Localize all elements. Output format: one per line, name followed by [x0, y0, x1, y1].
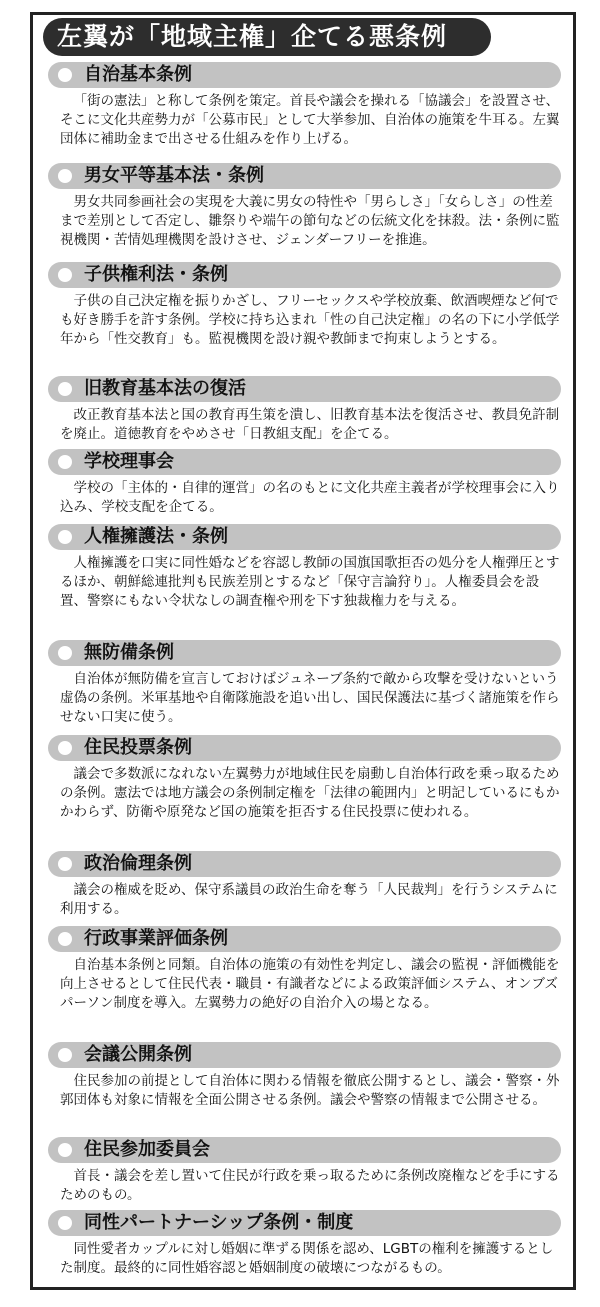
bullet-dot-icon	[58, 455, 72, 469]
bullet-dot-icon	[58, 68, 72, 82]
section	[33, 735, 573, 822]
bullet-dot-icon	[58, 382, 72, 396]
section	[33, 640, 573, 727]
section-body: 住民参加の前提として自治体に関わる情報を徹底公開するとし、議会・警察・外郭団体も対象に情報を全面公開させる条例。議会や警察の情報まで公開させる。	[60, 1073, 560, 1108]
section-heading: 自治基本条例	[84, 64, 192, 85]
section-heading: 会議公開条例	[84, 1044, 192, 1065]
section-heading-bar	[48, 1210, 561, 1236]
section-heading-bar	[48, 524, 561, 550]
section-body: 首長・議会を差し置いて住民が行政を乗っ取るために条例改廃権などを手にするためのもの。	[60, 1168, 560, 1203]
section	[33, 62, 573, 149]
bullet-dot-icon	[58, 1216, 72, 1230]
section-heading-bar	[48, 449, 561, 475]
section-body: 学校の「主体的・自律的運営」の名のもとに文化共産主義者が学校理事会に入り込み、学校支配を企てる。	[60, 480, 560, 515]
title-banner	[43, 18, 491, 56]
section-body: 自治基本条例と同類。自治体の施策の有効性を判定し、議会の監視・評価機能を向上させるとして住民代表・職員・有識者などによる政策評価システム、オンブズパーソン制度を導入。左翼勢力の絶好の自治介入の場となる。	[60, 957, 560, 1011]
section-heading: 無防備条例	[84, 642, 174, 663]
section	[33, 524, 573, 611]
section-heading-bar	[48, 851, 561, 877]
section-body: 議会の権威を貶め、保守系議員の政治生命を奪う「人民裁判」を行うシステムに利用する。	[60, 882, 558, 917]
section-heading: 学校理事会	[84, 451, 174, 472]
section-heading: 人権擁護法・条例	[84, 526, 228, 547]
section-heading: 男女平等基本法・条例	[84, 165, 264, 186]
section-heading-bar	[48, 735, 561, 761]
section	[33, 926, 573, 1013]
section-body: 同性愛者カップルに対し婚姻に準ずる関係を認め、LGBTの権利を擁護するとした制度。最終的に同性婚容認と婚姻制度の破壊につながるもの。	[60, 1241, 554, 1276]
bullet-dot-icon	[58, 530, 72, 544]
bullet-dot-icon	[58, 268, 72, 282]
section-body: 議会で多数派になれない左翼勢力が地域住民を扇動し自治体行政を乗っ取るための条例。憲法では地方議会の条例制定権を「法律の範囲内」と明記しているにもかかわらず、防衛や原発など国の施策を拒否する住民投票に使われる。	[60, 766, 560, 820]
article-frame	[30, 12, 576, 1290]
section-body: 「街の憲法」と称して条例を策定。首長や議会を操れる「協議会」を設置させ、そこに文化共産勢力が「公募市民」として大挙参加、自治体の施策を牛耳る。左翼団体に補助金まで出させる仕組みを作り上げる。	[60, 93, 560, 147]
section-heading-bar	[48, 1042, 561, 1068]
section-heading-bar	[48, 926, 561, 952]
section-body: 改正教育基本法と国の教育再生策を潰し、旧教育基本法を復活させ、教員免許制を廃止。道徳教育をやめさせ「日教組支配」を企てる。	[60, 407, 560, 442]
page-title: 左翼が「地域主権」企てる悪条例	[57, 22, 448, 51]
section-heading: 同性パートナーシップ条例・制度	[84, 1212, 354, 1233]
section	[33, 449, 573, 517]
section	[33, 163, 573, 250]
section	[33, 851, 573, 919]
bullet-dot-icon	[58, 741, 72, 755]
section	[33, 376, 573, 444]
section	[33, 1137, 573, 1205]
section-body: 子供の自己決定権を振りかざし、フリーセックスや学校放棄、飲酒喫煙など何でも好き勝手を許す条例。学校に持ち込まれ「性の自己決定権」の名の下に小学低学年から「性交教育」も。監視機関を設け親や教師まで拘束しようとする。	[60, 293, 560, 347]
section-heading-bar	[48, 62, 561, 88]
bullet-dot-icon	[58, 1048, 72, 1062]
section	[33, 1210, 573, 1278]
section-heading: 行政事業評価条例	[84, 928, 228, 949]
section-body: 自治体が無防備を宣言しておけばジュネーブ条約で敵から攻撃を受けないという虚偽の条例。米軍基地や自衛隊施設を追い出し、国民保護法に基づく諸施策を作らせない口実に使う。	[60, 671, 560, 725]
section	[33, 1042, 573, 1110]
bullet-dot-icon	[58, 169, 72, 183]
section-heading-bar	[48, 262, 561, 288]
section-body: 男女共同参画社会の実現を大義に男女の特性や「男らしさ」「女らしさ」の性差まで差別として否定し、雛祭りや端午の節句などの伝統文化を抹殺。法・条例に監視機関・苦情処理機関を設けさせ、ジェンダーフリーを推進。	[60, 194, 560, 248]
section	[33, 262, 573, 349]
bullet-dot-icon	[58, 857, 72, 871]
section-heading: 住民投票条例	[84, 737, 192, 758]
section-heading: 子供権利法・条例	[84, 264, 228, 285]
section-heading-bar	[48, 163, 561, 189]
section-body: 人権擁護を口実に同性婚などを容認し教師の国旗国歌拒否の処分を人権弾圧とするほか、朝鮮総連批判も民族差別とするなど「保守言論狩り」。人権委員会を設置、警察にもない令状なしの調査権や刑を下す独裁権力を与える。	[60, 555, 560, 609]
bullet-dot-icon	[58, 1143, 72, 1157]
bullet-dot-icon	[58, 932, 72, 946]
section-heading: 住民参加委員会	[84, 1139, 210, 1160]
section-heading-bar	[48, 376, 561, 402]
section-heading: 旧教育基本法の復活	[84, 378, 246, 399]
bullet-dot-icon	[58, 646, 72, 660]
section-heading-bar	[48, 640, 561, 666]
section-heading-bar	[48, 1137, 561, 1163]
section-heading: 政治倫理条例	[84, 853, 192, 874]
